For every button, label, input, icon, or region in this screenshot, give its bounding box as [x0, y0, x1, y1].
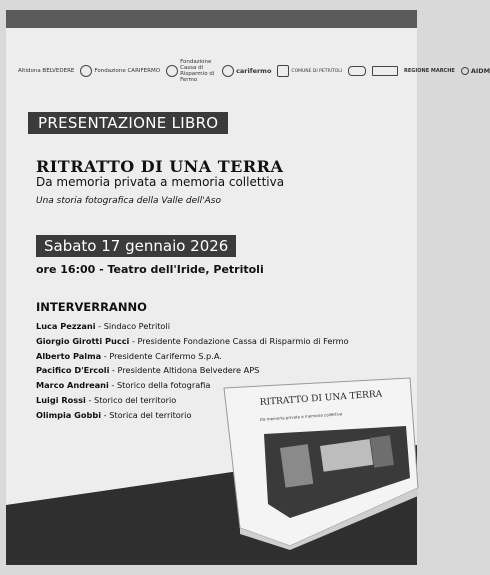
fondazione-logo: [372, 66, 398, 76]
sponsor-logos: [18, 58, 490, 84]
event-time-place: ore 16:00 - Teatro dell'Iride, Petritoli: [36, 263, 264, 276]
book-tagline: Una storia fotografica della Valle dell'Aso: [36, 196, 221, 206]
fondazione-carifermo-logo: Fondazione CARIFERMO: [80, 65, 160, 77]
book-cover-subtitle: Da memoria privata a memoria collettiva: [259, 411, 343, 422]
event-type-banner: PRESENTAZIONE LIBRO: [28, 112, 228, 134]
bird-logo: [348, 66, 366, 76]
book-title: RITRATTO DI UNA TERRA: [36, 157, 284, 176]
book-subtitle: Da memoria privata a memoria collettiva: [36, 175, 285, 189]
event-date: Sabato 17 gennaio 2026: [36, 235, 236, 257]
aidm-logo: AIDM: [461, 67, 490, 75]
comune-petritoli-logo: COMUNE DI PETRITOLI: [277, 65, 342, 77]
book-image: [220, 378, 420, 548]
speakers-heading: INTERVERRANNO: [36, 300, 147, 314]
speaker-row: Luca Pezzani - Sindaco Petritoli: [36, 321, 170, 331]
speaker-row: Marco Andreani - Storico della fotografia: [36, 380, 211, 391]
carifermo-logo: carifermo: [222, 65, 271, 77]
top-dark-band: [6, 10, 417, 28]
speaker-row: Alberto Palma - Presidente Carifermo S.p.A.: [36, 350, 222, 361]
speaker-row: Giorgio Girotti Pucci - Presidente Fondazione Cassa di Risparmio di Fermo: [36, 335, 349, 346]
book-cover-title: RITRATTO DI UNA TERRA: [259, 389, 383, 408]
speaker-row: Pacifico D'Ercoli - Presidente Altidona Belvedere APS: [36, 365, 260, 376]
regione-marche-logo: REGIONE MARCHE: [404, 68, 455, 74]
speaker-row: Olimpia Gobbi - Storica del territorio: [36, 409, 192, 420]
altidona-belvedere-logo: Altidona BELVEDERE: [18, 68, 75, 74]
fondazione-cassa-logo: Fondazione Cassa di Risparmio di Fermo: [166, 59, 216, 83]
poster: [6, 10, 490, 565]
speaker-row: Luigi Rossi - Storico del territorio: [36, 394, 177, 405]
